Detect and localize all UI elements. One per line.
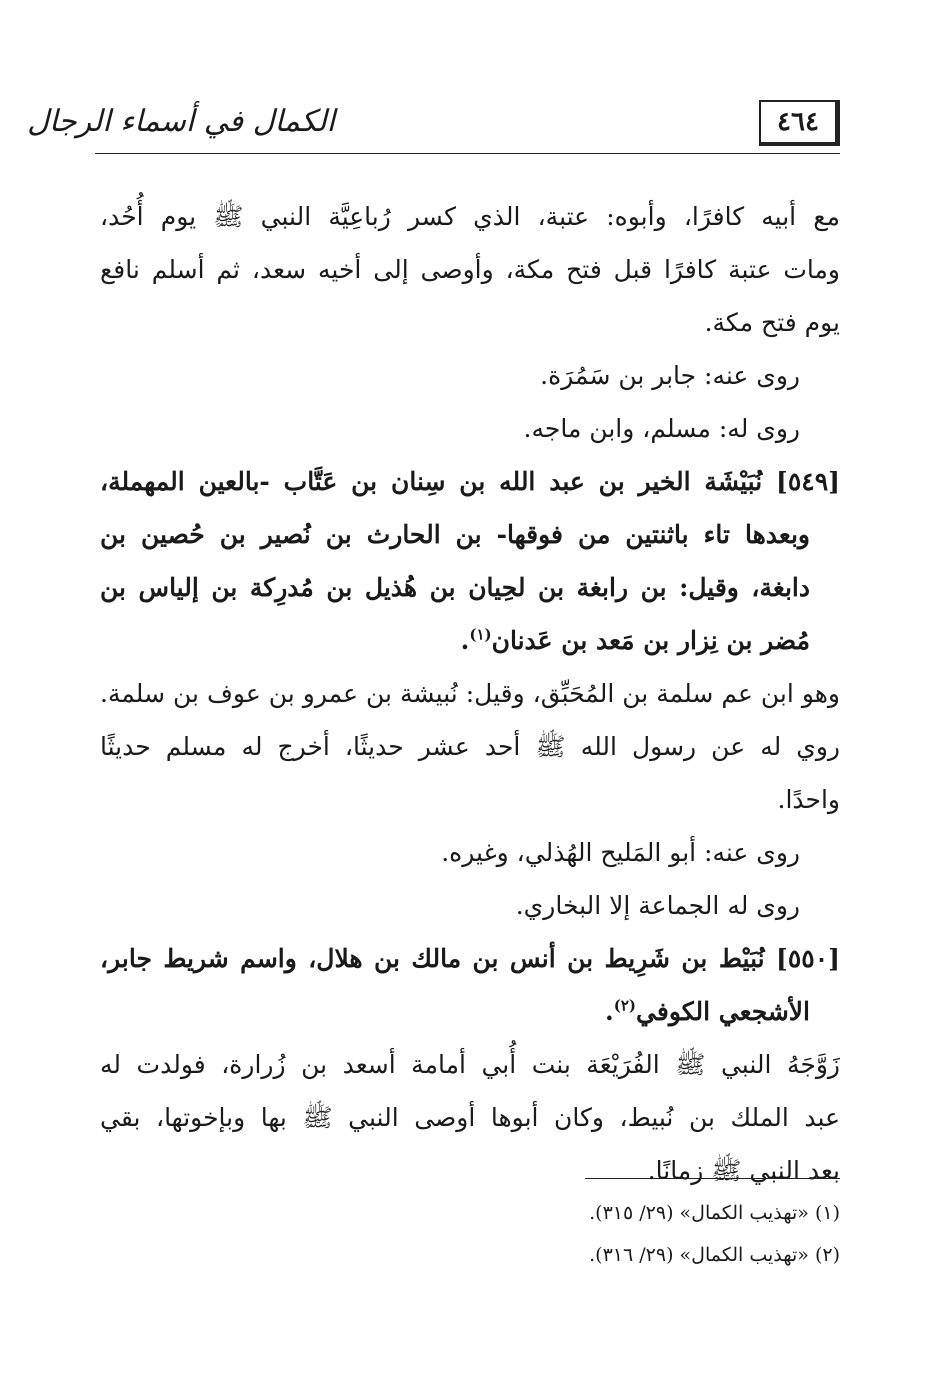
heading-text: مُضر بن نِزار بن مَعد بن عَدنان — [491, 626, 810, 655]
text-line: بعد النبي ﷺ زمانًا. — [647, 1156, 840, 1185]
text-line: عبد الملك بن نُبيط، وكان أبوها أوصى النبي ﷺ بها وبإخوتها، بقي — [100, 1103, 840, 1132]
text-line: وهو ابن عم سلمة بن المُحَبِّق، وقيل: نُبيشة بن عمرو بن عوف بن سلمة. — [100, 679, 840, 708]
running-title: الكمال في أسماء الرجال — [27, 104, 335, 139]
footnote-ref[interactable]: (٢) — [613, 996, 637, 1015]
footnotes — [400, 1192, 840, 1276]
entry-549-heading: [٥٤٩] نُبَيْشَة الخير بن عبد الله بن سِنان بن عَتَّاب -بالعين المهملة، — [100, 467, 840, 496]
narrated-by-line: روى له: مسلم، وابن ماجه. — [523, 414, 800, 443]
footnote-1: (١) «تهذيب الكمال» (٢٩/ ٣١٥). — [589, 1202, 840, 1224]
page-header — [27, 92, 840, 158]
narrators-from-line: روى عنه: أبو المَليح الهُذلي، وغيره. — [441, 838, 800, 867]
footnote-2: (٢) «تهذيب الكمال» (٢٩/ ٣١٦). — [589, 1244, 840, 1266]
footnote-ref[interactable]: (١) — [469, 625, 492, 644]
entry-550-heading-end: الأشجعي الكوفي$^{(٢)}$. — [605, 996, 810, 1026]
text-line: زَوَّجَهُ النبي ﷺ الفُرَيْعَة بنت أُبي أمامة أسعد بن زُرارة، فولدت له — [100, 1050, 840, 1079]
entry-549-heading-cont: وبعدها تاء باثنتين من فوقها- بن الحارث بن نُصير بن حُصين بن — [100, 520, 810, 549]
text-line: ومات عتبة كافرًا قبل فتح مكة، وأوصى إلى أخيه سعد، ثم أسلم نافع — [100, 255, 840, 284]
entry-549-heading-cont: دابغة، وقيل: بن رابغة بن لحِيان بن هُذيل بن مُدرِكة بن إلياس بن — [100, 573, 810, 602]
page-number: ٤٦٤ — [759, 100, 840, 146]
narrators-from-line: روى عنه: جابر بن سَمُرَة. — [540, 361, 800, 390]
heading-text: الأشجعي الكوفي — [636, 997, 810, 1026]
footnote-separator — [585, 1178, 840, 1179]
entry-549-heading-end: مُضر بن نِزار بن مَعد بن عَدنان$^{(١)}$. — [460, 625, 810, 655]
header-rule — [95, 153, 840, 154]
text-line: واحدًا. — [777, 785, 840, 814]
main-text — [100, 190, 840, 1197]
narrated-by-line: روى له الجماعة إلا البخاري. — [515, 891, 800, 920]
text-line: يوم فتح مكة. — [704, 308, 840, 337]
entry-550-heading: [٥٥٠] نُبَيْط بن شَرِيط بن أنس بن مالك بن هلال، واسم شريط جابر، — [100, 944, 840, 973]
text-line: مع أبيه كافرًا، وأبوه: عتبة، الذي كسر رُباعِيَّة النبي ﷺ يوم أُحُد، — [100, 202, 840, 231]
text-line: روي له عن رسول الله ﷺ أحد عشر حديثًا، أخرج له مسلم حديثًا — [100, 732, 840, 761]
